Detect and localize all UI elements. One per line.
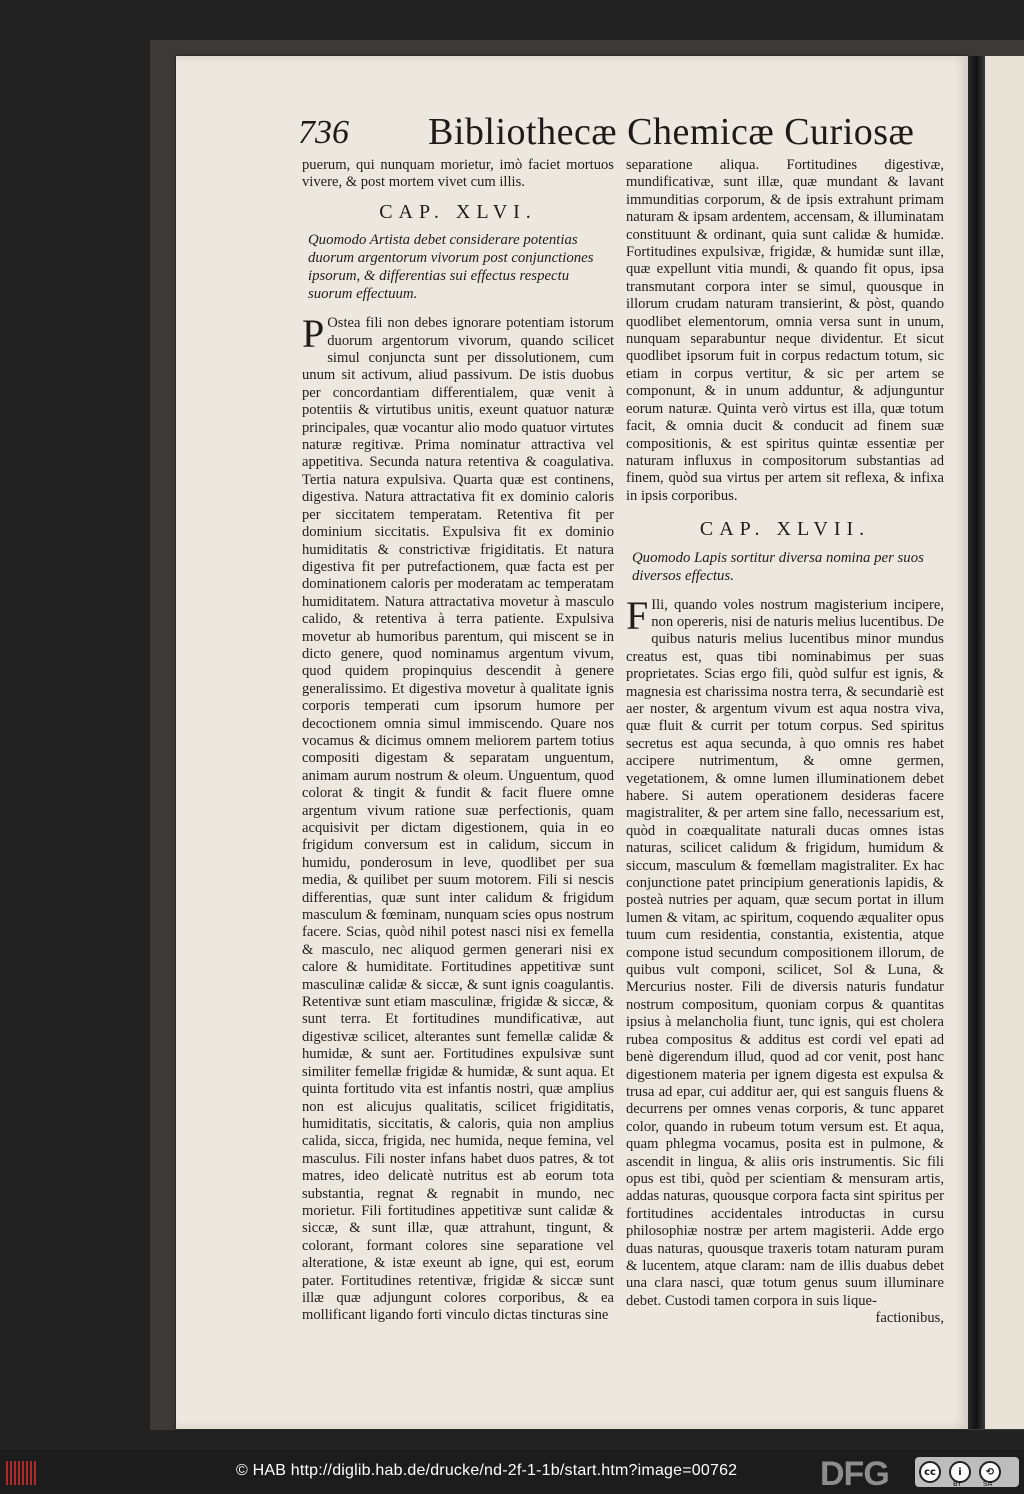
by-label: BY	[953, 1480, 962, 1488]
chapter-body	[302, 311, 614, 1325]
viewer-footer	[0, 1452, 1024, 1493]
drop-initial: F	[626, 592, 649, 638]
catchword: factionibus,	[875, 1310, 944, 1327]
page-number: 736	[298, 114, 349, 151]
page-header	[298, 108, 958, 158]
dfg-logo: DFG	[820, 1455, 889, 1493]
chapter-heading: CAP. XLVII.	[699, 518, 871, 541]
left-column	[302, 157, 614, 1324]
barcode-icon	[6, 1461, 38, 1485]
chapter-heading: CAP. XLVI.	[379, 200, 537, 223]
continued-text: separatione aliqua. Fortitudines digestivæ, mundificativæ, sunt illæ, quæ mundant & lavant immunditias corporum, & de ipsis extrahunt primam naturam & ipsam ardentem, accensam, & illuminatam constituunt & ordinant, quia sunt calidæ & humidæ. Fortitudines expulsivæ, frigidæ, & humidæ sunt illæ, quæ expellunt vitia mundi, & quando fit opus, ipsa transmutant corpora inter se simul, quousque in illorum crudam naturam transierint, & pòst, quando quodlibet elementorum, omnia versa sunt in unum, nunquam separabuntur neque dividentur. Et sicut quodlibet ipsorum fuit in corpus redactum totum, sic etiam in corpus vertitur, & sic per artem se componunt, & in unum adduntur, & adjunguntur eorum naturæ. Quinta verò virtus est illa, quæ totum facit, & omnia ducit & conducit ad finem suæ compositionis, & est spiritus quintæ essentiæ per naturam influxus in compositorum substantias ad finem, quòd sua virtus per artem sit reflexa, & infixa in ipsis corporibus.	[626, 157, 944, 504]
body-text: Ili, quando voles nostrum magisterium incipere, non opereris, nisi de naturis melius lucentibus. De quibus naturis melius lucentibus minor mundus creatus est, quas tibi nominabimus per suas proprietates. Scias ergo fili, quòd sulfur est ignis, & magnesia est charissima nostra terra, & secundariè est aer noster, & argentum vivum est aqua nostra viva, quæ fluit & currit per totum corpus. Sed spiritus secretus est aqua secunda, à quo omnis res habet accipere nutrimentum, & omne germen, vegetationem, & omne lumen illuminationem debet habere. Si autem operationem desideras facere magistraliter, & per artem sine fallo, necessarium est, quòd in coæqualitate naturali ducas omnes istas naturas, scilicet calidum & frigidum, humidum & siccum, masculum & fœmellam magistraliter. Ex hac conjunctione patet principium generationis lapidis, & posteà nutries per aquam, quæ secum portat in illum lumen & vitam, ac spiritum, coquendo æqualiter opus tuum cum residentia, constantia, existentia, atque compone istud secundum compositionem illorum, de quibus vult componi, scilicet, Sol & Luna, & Mercurius noster. Fili de diversis naturis fundatur nostrum compositum, quoniam corpus & quantitas ipsius à melancholia fiunt, tunc ignis, qui est cholera rubea compositus & additus est cordi vel epati ad benè digerendum illud, quod ad cor venit, post hanc digestionem materia per ignem digesta est expulsa & trusa ad epar, cui additur aer, qui est sanguis fluens & decurrens per omnes venas corporis, & tunc apparet color, quando in rubeum totum versum est. Et aqua, quam phlegma vocamus, posita est in pulmone, & ascendit in lingua, & aliis oris instrumentis. Sic fili opus est tibi, quòd per scientiam & mensuram artis, addas naturas, quousque corpora facta sint spiritus per fortitudines accidentales introductas in cursu philosophiæ nostræ per artem magisterii. Adde ergo duas naturas, quousque traxeris totam naturam puram & lucentem, atque claram: nam de illis duabus debet una clara nasci, quæ totum genus suum illuminare debet. Custodi tamen corpora in suis lique-	[626, 596, 944, 1309]
drop-initial: P	[302, 311, 325, 357]
sa-label: SA	[983, 1480, 993, 1488]
chapter-body	[626, 592, 944, 1311]
intro-text: puerum, qui nunquam morietur, imò faciet mortuos vivere, & post mortem vivet cum illis.	[302, 157, 614, 191]
share-alike-icon: ⟲	[979, 1461, 1001, 1483]
body-text: Ostea fili non debes ignorare potentiam istorum duorum argentorum vivorum, quando scilicet simul conjuncta sunt per dissolutionem, cum unum sit activum, aliud passivum. De istis duobus per concordantiam differentialem, quæ venit à potentiis & virtutibus unitis, exeunt quatuor naturæ principales, quæ vocantur alio modo quatuor virtutes naturæ regitivæ. Prima nominatur attractiva vel appetitiva. Secunda natura retentiva & coagulativa. Tertia natura expulsiva. Quarta quæ est continens, digestiva. Natura attractativa fit ex dominio caloris per siccitatem temperatam. Retentiva fit per dominium siccitatis. Expulsiva fit ex dominio humiditatis & constrictivæ frigiditatis. Et natura digestiva fit per putrefactionem, quæ facta est per dominationem caloris per moderatam ac temperatam humiditatem. Natura attractativa movetur à masculo calido, & retentiva à terra patiente. Expulsiva movetur ab humoribus parentum, qui miscent se in dicto genere, quod nominamus argentum vivum, quod quidem propinquius descendit à genere generalissimo. Et digestiva movetur à qualitate ignis corporis temperati cum ipsorum humore per decoctionem omnia simul immiscendo. Quare nos vocamus & dicimus omnem meliorem partem totius compositi digestam & separatam unguentum, animam aurum nostrum & oleum. Unguentum, quod colorat & tingit & fundit & facit fluere omne argentum vivum ratione suæ perfectionis, quam acquisivit per dictam digestionem, quia in eo frigidum conversum est in calidum, siccum in humidu, ponderosum in leve, quodlibet per sua media, & quilibet per suum motorem. Fili si nescis differentias, quæ sunt inter calidum & frigidum masculum & fœminam, nunquam scies opus nostrum facere. Scias, quòd nihil potest nasci nisi ex femella & masculo, nec aliquod germen generari nisi ex calore & humiditate. Fortitudines appetitivæ sunt masculinæ calidæ & siccæ, & sunt ignis coagulantis. Retentivæ sunt etiam masculinæ, frigidæ & siccæ, & sunt terra. Et fortitudines mundificativæ, aut digestivæ scilicet, alterantes sunt femellæ calidæ & humidæ, & sunt aer. Fortitudines expulsivæ sunt similiter femellæ frigidæ & humidæ, & sunt aqua. Et quinta fortitudo vita est infantis nostri, quæ amplius non est alicujus qualitatis, scilicet frigiditatis, humiditatis, siccitatis, & caloris, quia non amplius calida, sicca, frigida, nec humida, neque femina, vel masculus. Fili noster infans habet duos patres, & tot matres, ideo delicatè nutritus est ab eorum tota substantia, regnat & regnabit in mundo, nec morietur. Fili fortitudines appetitivæ sunt calidæ & siccæ, & sunt illæ, quæ attrahunt, tingunt, & colorant, formant colores sine separatione vel alteratione, & istæ exeunt ab igne, qui est, eorum pater. Fortitudines retentivæ, frigidæ & siccæ sunt illæ quæ adjungunt colores corporibus, & ea mollificant ligando forti vinculo dictas tincturas sine	[302, 315, 614, 1324]
running-title: Bibliothecæ Chemicæ Curiosæ	[428, 111, 915, 153]
chapter-title: Quomodo Lapis sortitur diversa nomina per suos diversos effectus.	[632, 549, 924, 584]
cc-license-badge[interactable]	[915, 1457, 1019, 1487]
page-gutter	[968, 56, 985, 1429]
cc-icon: cc	[919, 1461, 941, 1483]
source-link[interactable]: © HAB http://diglib.hab.de/drucke/nd-2f-1-1b/start.htm?image=00762	[236, 1462, 738, 1479]
facing-page-edge	[985, 56, 1024, 1429]
chapter-title: Quomodo Artista debet considerare potentias duorum argentorum vivorum post conjunctiones ipsorum, & differentias sui effectus respectu suorum effectuum.	[308, 232, 594, 303]
attribution-icon: i	[949, 1461, 971, 1483]
right-column	[626, 157, 944, 1327]
